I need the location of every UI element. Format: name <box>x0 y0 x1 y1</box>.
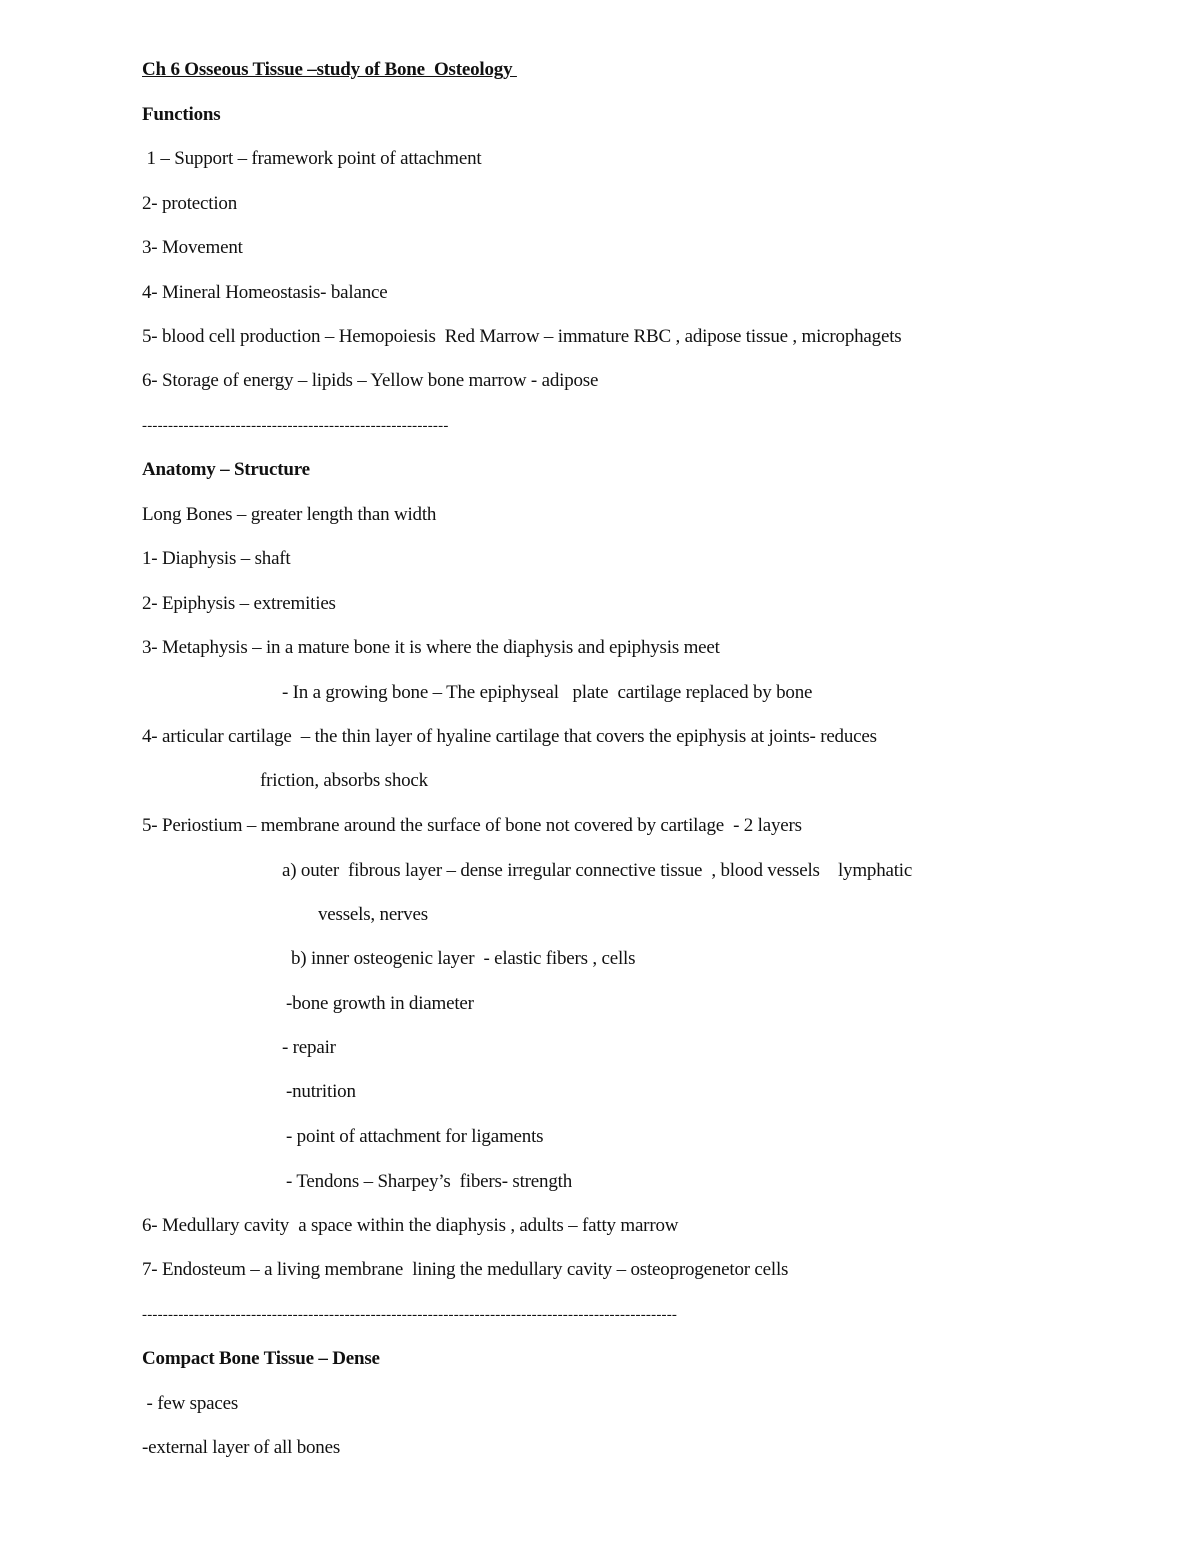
functions-heading: Functions <box>142 104 221 125</box>
anatomy-subitem: - repair <box>282 1037 336 1058</box>
compact-bone-item: -external layer of all bones <box>142 1437 341 1458</box>
anatomy-subitem: -bone growth in diameter <box>286 993 474 1014</box>
anatomy-continuation: friction, absorbs shock <box>260 770 428 791</box>
function-item: 2- protection <box>142 193 238 214</box>
document-title: Ch 6 Osseous Tissue –study of Bone Osteology <box>142 59 517 80</box>
anatomy-item: 6- Medullary cavity a space within the diaphysis , adults – fatty marrow <box>142 1215 679 1236</box>
anatomy-heading: Anatomy – Structure <box>142 459 310 480</box>
anatomy-subitem: -nutrition <box>286 1081 356 1102</box>
anatomy-subitem: - In a growing bone – The epiphyseal plate cartilage replaced by bone <box>282 682 813 703</box>
compact-bone-item: - few spaces <box>142 1393 239 1414</box>
anatomy-item: 7- Endosteum – a living membrane lining the medullary cavity – osteoprogenetor cells <box>142 1259 789 1280</box>
anatomy-item: 3- Metaphysis – in a mature bone it is where the diaphysis and epiphysis meet <box>142 637 720 658</box>
anatomy-item: 1- Diaphysis – shaft <box>142 548 291 569</box>
anatomy-subitem: - Tendons – Sharpey’s fibers- strength <box>286 1171 573 1192</box>
anatomy-item: 5- Periostium – membrane around the surface of bone not covered by cartilage - 2 layers <box>142 815 802 836</box>
function-item: 4- Mineral Homeostasis- balance <box>142 282 388 303</box>
anatomy-intro: Long Bones – greater length than width <box>142 504 437 525</box>
anatomy-subitem: b) inner osteogenic layer - elastic fibers , cells <box>291 948 636 969</box>
function-item: 3- Movement <box>142 237 243 258</box>
function-item: 1 – Support – framework point of attachment <box>142 148 482 169</box>
divider: ------------------------------------------------------------------------------------------------------- <box>142 1307 678 1323</box>
compact-bone-heading: Compact Bone Tissue – Dense <box>142 1348 380 1369</box>
function-item: 6- Storage of energy – lipids – Yellow bone marrow - adipose <box>142 370 599 391</box>
divider: ----------------------------------------------------------- <box>142 418 449 434</box>
anatomy-continuation: vessels, nerves <box>318 904 428 925</box>
function-item: 5- blood cell production – Hemopoiesis Red Marrow – immature RBC , adipose tissue , microphagets <box>142 326 902 347</box>
anatomy-item: 4- articular cartilage – the thin layer of hyaline cartilage that covers the epiphysis at joints- reduces <box>142 726 877 747</box>
anatomy-subitem: a) outer fibrous layer – dense irregular connective tissue , blood vessels lymphatic <box>282 860 913 881</box>
anatomy-item: 2- Epiphysis – extremities <box>142 593 336 614</box>
anatomy-subitem: - point of attachment for ligaments <box>286 1126 544 1147</box>
